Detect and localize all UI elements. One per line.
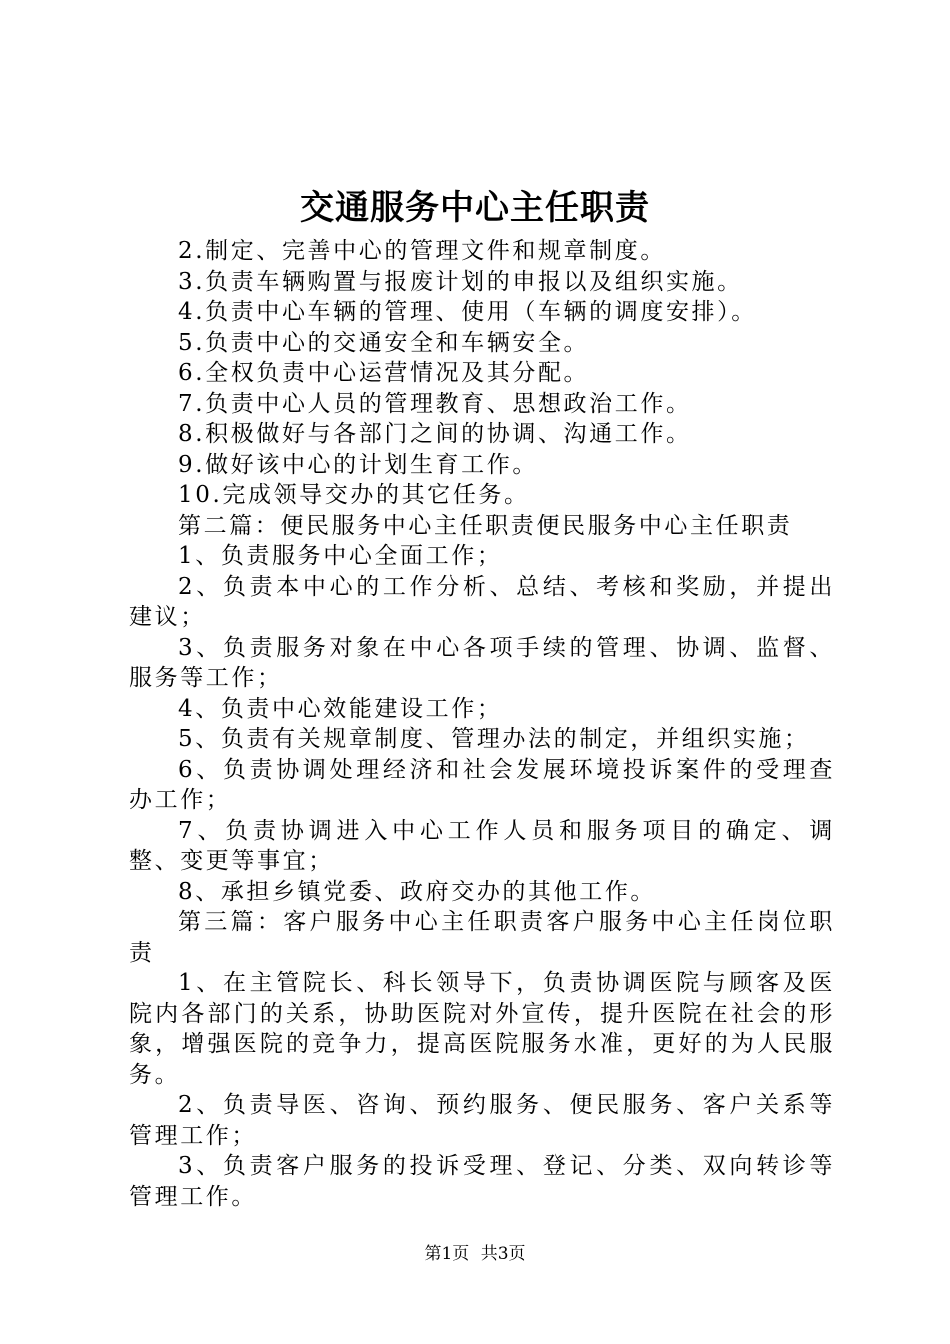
paragraph-7: 8.积极做好与各部门之间的协调、沟通工作。 — [178, 421, 692, 447]
document-title: 交通服务中心主任职责 — [300, 188, 650, 228]
paragraph-9: 10.完成领导交办的其它任务。 — [178, 482, 530, 508]
paragraph-14: 4、负责中心效能建设工作； — [178, 695, 503, 722]
paragraph-5: 6.全权负责中心运营情况及其分配。 — [178, 360, 590, 386]
paragraph-18: 8、承担乡镇党委、政府交办的其他工作。 — [178, 878, 657, 905]
paragraph-2: 3.负责车辆购置与报废计划的申报以及组织实施。 — [178, 268, 743, 295]
paragraph-20: 1、在主管院长、科长领导下，负责协调医院与顾客及医院内各部门的关系，协助医院对外宣传，提升医院在社会的形象，增强医院的竞争力，提高医院服务水准，更好的为人民服务。 — [129, 970, 835, 1088]
paragraph-22: 3、负责客户服务的投诉受理、登记、分类、双向转诊等管理工作。 — [129, 1153, 835, 1210]
paragraph-6: 7.负责中心人员的管理教育、思想政治工作。 — [178, 390, 692, 417]
paragraph-1: 2.制定、完善中心的管理文件和规章制度。 — [178, 238, 666, 264]
paragraph-16: 6、负责协调处理经济和社会发展环境投诉案件的受理查办工作； — [129, 756, 835, 813]
paragraph-8: 9.做好该中心的计划生育工作。 — [178, 451, 538, 478]
page-number: 第1页 — [424, 1244, 470, 1264]
paragraph-15: 5、负责有关规章制度、管理办法的制定，并组织实施； — [178, 726, 810, 752]
paragraph-21: 2、负责导医、咨询、预约服务、便民服务、客户关系等管理工作； — [129, 1092, 835, 1149]
paragraph-4: 5.负责中心的交通安全和车辆安全。 — [178, 329, 590, 356]
paragraph-3: 4.负责中心车辆的管理、使用（车辆的调度安排）。 — [178, 299, 757, 325]
paragraph-17: 7、负责协调进入中心工作人员和服务项目的确定、调整、变更等事宜； — [129, 817, 835, 874]
page-footer — [0, 1242, 950, 1266]
paragraph-13: 3、负责服务对象在中心各项手续的管理、协调、监督、服务等工作； — [129, 634, 835, 691]
section-heading-2: 第二篇：便民服务中心主任职责便民服务中心主任职责 — [178, 512, 793, 539]
paragraph-11: 1、负责服务中心全面工作； — [178, 543, 503, 569]
section-heading-3: 第三篇：客户服务中心主任职责客户服务中心主任岗位职责 — [129, 909, 835, 966]
paragraph-12: 2、负责本中心的工作分析、总结、考核和奖励，并提出建议； — [129, 573, 835, 630]
page-total: 共3页 — [480, 1244, 526, 1264]
document-body — [129, 236, 835, 1212]
